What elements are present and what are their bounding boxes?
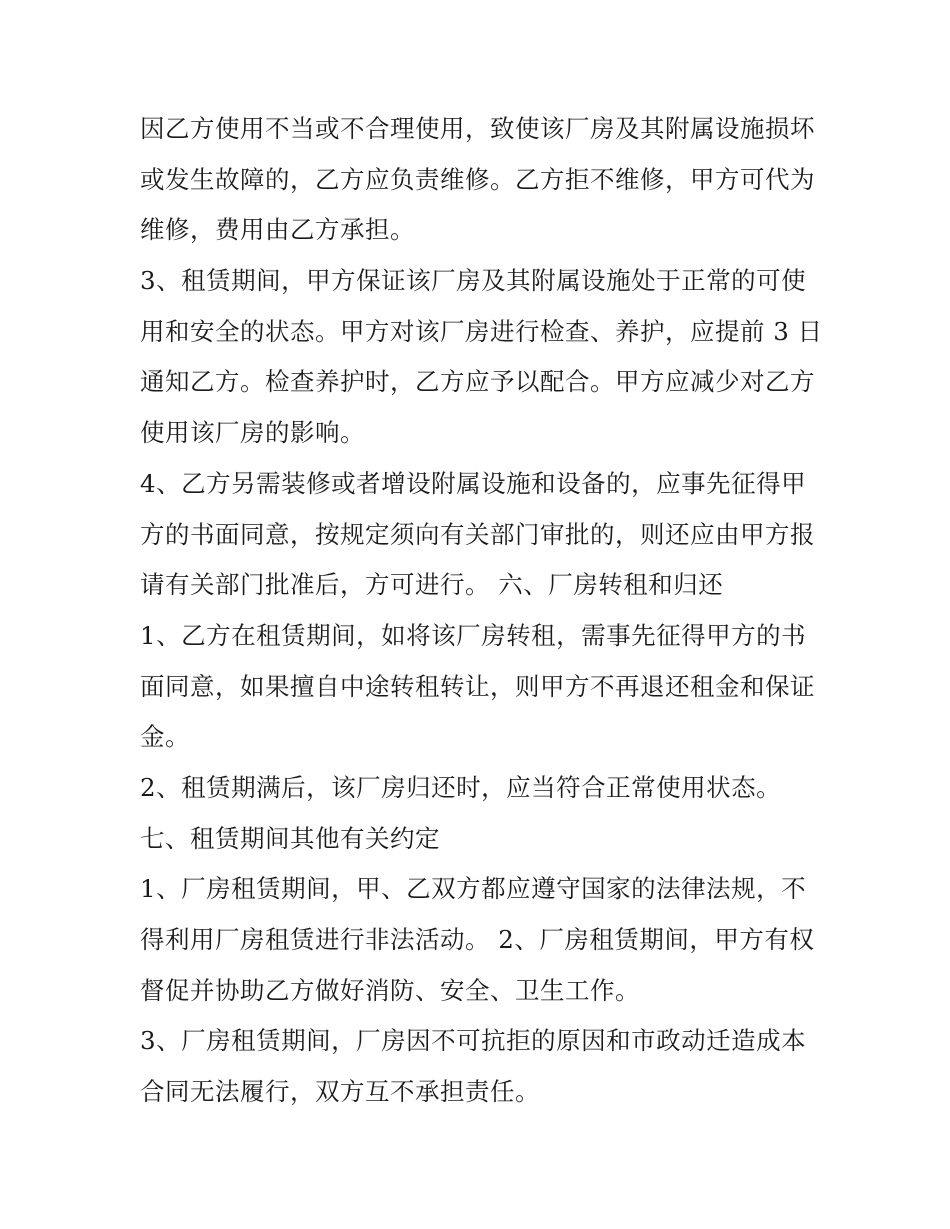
text-line: 金。 (140, 722, 190, 752)
text-line: 1、厂房租赁期间，甲、乙双方都应遵守国家的法律法规，不 (140, 874, 807, 904)
text-line: 合同无法履行，双方互不承担责任。 (140, 1077, 540, 1107)
text-line: 3、厂房租赁期间，厂房因不可抗拒的原因和市政动迁造成本 (140, 1026, 807, 1056)
text-line: 用和安全的状态。甲方对该厂房进行检查、养护，应提前 3 日 (140, 316, 823, 346)
text-line: 得利用厂房租赁进行非法活动。 2、厂房租赁期间，甲方有权 (140, 925, 815, 954)
text-line: 3、租赁期间，甲方保证该厂房及其附属设施处于正常的可使 (140, 266, 807, 296)
text-line: 督促并协助乙方做好消防、安全、卫生工作。 (140, 975, 640, 1005)
text-line: 请有关部门批准后，方可进行。 六、厂房转租和归还 (140, 570, 724, 600)
text-line: 因乙方使用不当或不合理使用，致使该厂房及其附属设施损坏 (140, 114, 815, 143)
text-line: 使用该厂房的影响。 (140, 418, 365, 448)
text-line: 维修，费用由乙方承担。 (140, 215, 415, 245)
text-line: 七、租赁期间其他有关约定 (140, 823, 440, 853)
document-body (140, 104, 830, 1118)
text-line: 1、乙方在租赁期间，如将该厂房转租，需事先征得甲方的书 (140, 620, 807, 650)
text-line: 方的书面同意，按规定须向有关部门审批的，则还应由甲方报 (140, 519, 815, 549)
text-line: 面同意，如果擅自中途转租转让，则甲方不再退还租金和保证 (140, 671, 815, 701)
text-line: 2、租赁期满后，该厂房归还时，应当符合正常使用状态。 (140, 772, 782, 802)
text-line: 通知乙方。检查养护时，乙方应予以配合。甲方应减少对乙方 (140, 367, 815, 397)
text-line: 4、乙方另需装修或者增设附属设施和设备的，应事先征得甲 (140, 468, 807, 498)
text-line: 或发生故障的，乙方应负责维修。乙方拒不维修，甲方可代为 (140, 164, 815, 194)
